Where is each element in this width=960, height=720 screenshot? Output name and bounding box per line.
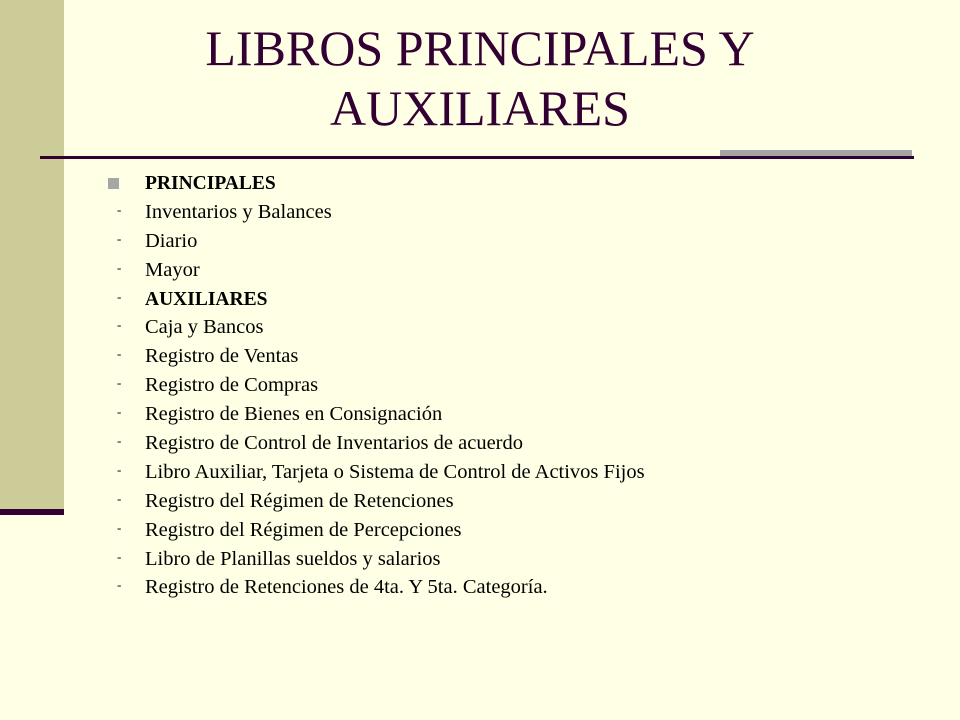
title-underline	[40, 156, 914, 159]
slide-title	[40, 18, 920, 138]
list-item-text: Registro de Retenciones de 4ta. Y 5ta. Categoría.	[145, 576, 548, 599]
list-item	[100, 342, 940, 371]
list-item	[100, 256, 940, 285]
dash-bullet: -	[117, 404, 122, 420]
list-item-text: Libro de Planillas sueldos y salarios	[145, 547, 441, 570]
list-item	[100, 285, 940, 314]
list-item	[100, 516, 940, 545]
list-item	[100, 400, 940, 429]
slide-title-line-2: AUXILIARES	[330, 80, 630, 136]
list-item	[100, 227, 940, 256]
dash-bullet: -	[117, 519, 122, 535]
dash-bullet: -	[117, 288, 122, 304]
list-item-text: PRINCIPALES	[145, 173, 276, 194]
dash-bullet: -	[117, 201, 122, 217]
list-item-text: Mayor	[145, 258, 200, 281]
list-item-text: Caja y Bancos	[145, 316, 264, 339]
dash-bullet: -	[117, 433, 122, 449]
list-item-text: Libro Auxiliar, Tarjeta o Sistema de Control de Activos Fijos	[145, 460, 645, 483]
dash-bullet: -	[117, 490, 122, 506]
dash-bullet: -	[117, 259, 122, 275]
list-item-text: Diario	[145, 229, 198, 252]
left-accent-underline	[0, 509, 64, 515]
list-item	[100, 371, 940, 400]
list-item	[100, 429, 940, 458]
dash-bullet: -	[117, 230, 122, 246]
list-item-text: Registro de Compras	[145, 374, 319, 397]
dash-bullet: -	[117, 375, 122, 391]
list-item-text: Registro del Régimen de Retenciones	[145, 489, 454, 512]
square-bullet-icon	[108, 178, 119, 189]
dash-bullet: -	[117, 461, 122, 477]
list-item-text: Registro de Ventas	[145, 345, 299, 368]
list-item	[100, 313, 940, 342]
list-item-text: AUXILIARES	[145, 288, 268, 310]
dash-bullet: -	[117, 548, 122, 564]
list-item-text: Registro del Régimen de Percepciones	[145, 518, 462, 541]
dash-bullet: -	[117, 577, 122, 593]
list-item	[100, 487, 940, 516]
dash-bullet: -	[117, 317, 122, 333]
list-item	[100, 198, 940, 227]
dash-bullet: -	[117, 346, 122, 362]
list-item-text: Registro de Control de Inventarios de acuerdo	[145, 432, 523, 455]
bullet-list	[100, 169, 940, 602]
list-item	[100, 169, 940, 198]
slide-title-line-1: LIBROS PRINCIPALES Y	[205, 20, 755, 76]
list-item-text: Registro de Bienes en Consignación	[145, 403, 443, 426]
list-item-text: Inventarios y Balances	[145, 200, 332, 223]
list-item	[100, 573, 940, 602]
list-item	[100, 545, 940, 574]
list-item	[100, 458, 940, 487]
